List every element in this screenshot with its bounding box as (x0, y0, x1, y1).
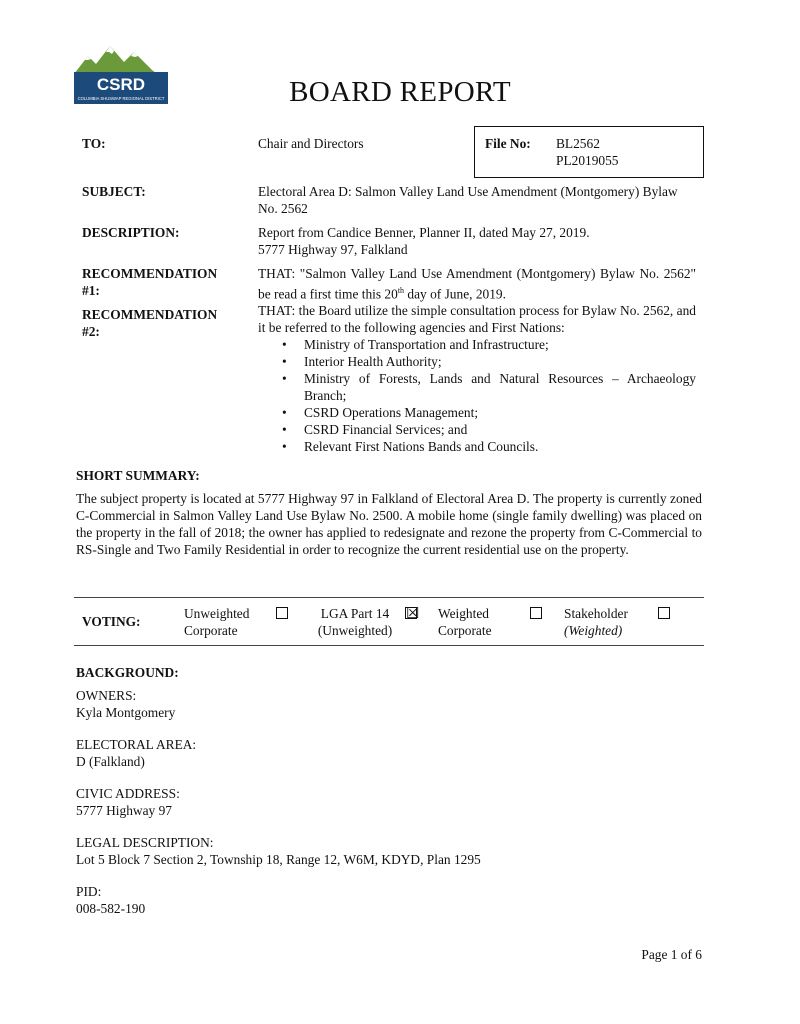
logo-subtext: COLUMBIA SHUSWAP REGIONAL DISTRICT (77, 96, 165, 101)
vote-option-lga-part-14: LGA Part 14 (Unweighted) (317, 606, 393, 638)
page-number: Page 1 of 6 (641, 947, 702, 962)
agency-item: • Ministry of Transportation and Infrastructure; (258, 336, 696, 353)
description-line-2: 5777 Highway 97, Falkland (258, 242, 408, 257)
summary-text: The subject property is located at 5777 Highway 97 in Falkland of Electoral Area D. The property is currently zoned C-Commercial in Salmon Valley Land Use Bylaw No. 2500. A mobile home (single family dwelling) was placed on the property in the fall of 2018; the owner has applied to redesignate and rezone the property from C-Commercial to RS-Single and Two Family Residential in order to recognize the current residential use on the property. (76, 491, 702, 557)
file-number-box (474, 126, 704, 178)
description-line-1: Report from Candice Benner, Planner II, dated May 27, 2019. (258, 225, 590, 240)
agency-item: • Interior Health Authority; (258, 353, 696, 370)
stakeholder-checkbox[interactable] (658, 607, 670, 619)
file-value-2: PL2019055 (556, 153, 619, 168)
pid-label: PID: (76, 884, 102, 899)
recommendation-2-text: THAT: the Board utilize the simple consultation process for Bylaw No. 2562, and it be referred to the following agencies and First Nations: (258, 303, 696, 336)
recommendation-body (258, 265, 696, 455)
agency-item: • CSRD Financial Services; and (258, 421, 696, 438)
logo-text: CSRD (96, 75, 146, 94)
voting-top-rule (74, 597, 704, 598)
file-label: File No: (485, 136, 531, 151)
page-title: BOARD REPORT (289, 76, 511, 108)
subject-label: SUBJECT: (82, 184, 146, 199)
voting-bottom-rule (74, 645, 704, 646)
description-label: DESCRIPTION: (82, 225, 180, 240)
to-value: Chair and Directors (258, 136, 364, 151)
vote-option-unweighted-corporate: Unweighted Corporate (184, 606, 250, 638)
recommendation-2-label: RECOMMENDATION #2: (82, 307, 218, 339)
voting-label: VOTING: (82, 614, 141, 629)
agency-item: • Ministry of Forests, Lands and Natural Resources – Archaeology Branch; (258, 370, 696, 404)
recommendation-1-label: RECOMMENDATION #1: (82, 266, 218, 298)
electoral-area-label: ELECTORAL AREA: (76, 737, 197, 752)
vote-option-stakeholder: Stakeholder (Weighted) (564, 606, 628, 638)
owners-label: OWNERS: (76, 688, 137, 703)
pid-value: 008-582-190 (76, 901, 146, 916)
to-label: TO: (82, 136, 106, 151)
electoral-area-value: D (Falkland) (76, 754, 145, 769)
lga-part-14-checkbox[interactable]: ☒ (406, 606, 420, 622)
recommendation-1-text: THAT: "Salmon Valley Land Use Amendment (Montgomery) Bylaw No. 2562" be read a first time this 20th day of June, 2019. (258, 266, 696, 302)
weighted-corporate-checkbox[interactable] (530, 607, 542, 619)
subject-value: Electoral Area D: Salmon Valley Land Use Amendment (Montgomery) Bylaw No. 2562 (258, 184, 678, 216)
agency-item: • Relevant First Nations Bands and Councils. (258, 438, 696, 455)
legal-description-value: Lot 5 Block 7 Section 2, Township 18, Range 12, W6M, KDYD, Plan 1295 (76, 852, 481, 867)
agency-item: • CSRD Operations Management; (258, 404, 696, 421)
civic-address-value: 5777 Highway 97 (76, 803, 172, 818)
civic-address-label: CIVIC ADDRESS: (76, 786, 180, 801)
vote-option-weighted-corporate: Weighted Corporate (438, 606, 492, 638)
legal-description-label: LEGAL DESCRIPTION: (76, 835, 214, 850)
owners-value: Kyla Montgomery (76, 705, 176, 720)
unweighted-corporate-checkbox[interactable] (276, 607, 288, 619)
file-value-1: BL2562 (556, 136, 600, 151)
summary-heading: SHORT SUMMARY: (76, 468, 200, 483)
background-heading: BACKGROUND: (76, 665, 179, 680)
